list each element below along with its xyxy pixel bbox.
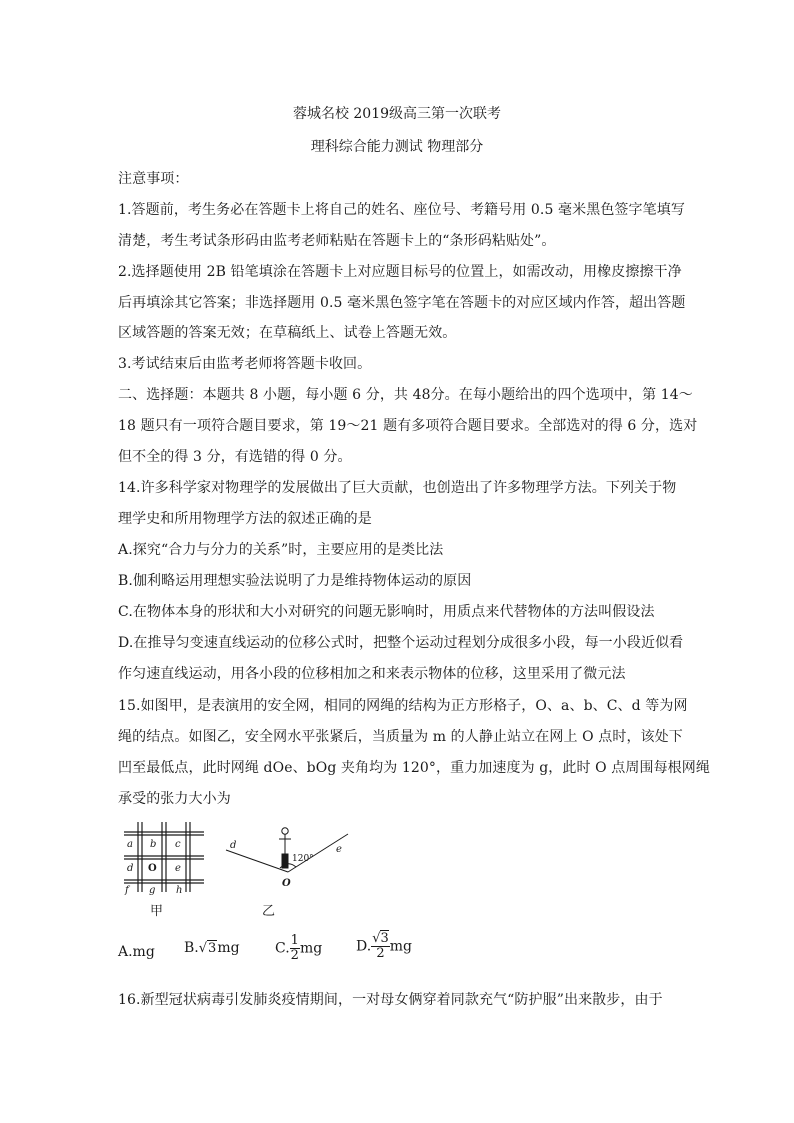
text-line: 3.考试结束后由监考老师将答题卡收回。 (118, 356, 372, 372)
q14-option-a: A.探究“合力与分力的关系”时，主要应用的是类比法 (118, 542, 444, 558)
text-line: 1.答题前，考生务必在答题卡上将自己的姓名、座位号、考籍号用 0.5 毫米黑色签字笔填写 (118, 202, 685, 218)
node-label: c (175, 839, 181, 850)
yi-center-label: O (282, 878, 291, 889)
text-line: 后再填涂其它答案；非选择题用 0.5 毫米黑色签字笔在答题卡的对应区域内作答，超出答题 (118, 295, 686, 311)
q14-option-b: B.伽利略运用理想实验法说明了力是维持物体运动的原因 (118, 573, 472, 589)
text-line: 但不全的得 3 分，有选错的得 0 分。 (118, 449, 352, 465)
node-label: e (175, 863, 181, 874)
option-suffix: mg (389, 938, 413, 955)
figure-yi-caption: 乙 (262, 904, 276, 919)
q15-option-c (275, 934, 322, 963)
node-label: d (127, 863, 134, 874)
fraction-denominator: 2 (290, 948, 299, 963)
text-line: 区域答题的答案无效；在草稿纸上、试卷上答题无效。 (118, 325, 457, 341)
option-suffix: mg (299, 940, 323, 957)
text-line: 2.选择题使用 2B 铅笔填涂在答题卡上对应题目标号的位置上，如需改动，用橡皮擦擦干净 (118, 264, 682, 280)
q15-stem: 绳的结点。如图乙，安全网水平张紧后，当质量为 m 的人静止站立在网上 O 点时，该处下 (118, 729, 683, 745)
q14-stem: 理学史和所用物理学方法的叙述正确的是 (118, 511, 372, 527)
yi-angle-label: 120° (292, 854, 314, 864)
text-line: 二、选择题：本题共 8 小题，每小题 6 分，共 48分。在每小题给出的四个选项中，第 14～ (118, 387, 693, 403)
text-line: 18 题只有一项符合题目要求，第 19～21 题有多项符合题目要求。全部选对的得 6 分，选对 (118, 418, 698, 434)
node-label: f (125, 885, 129, 896)
q14-stem: 14.许多科学家对物理学的发展做出了巨大贡献，也创造出了许多物理学方法。下列关于物 (118, 480, 677, 496)
node-label: h (176, 885, 183, 896)
fraction-denominator: 2 (376, 946, 385, 961)
exam-subtitle: 理科综合能力测试 物理部分 (310, 139, 484, 155)
figure-yi-diagram (222, 820, 352, 892)
exam-title: 蓉城名校 2019级高三第一次联考 (292, 106, 502, 122)
option-prefix: D. (356, 938, 372, 955)
fraction-numerator: √3 (372, 931, 389, 946)
notes-heading: 注意事项： (118, 171, 189, 187)
person-head-icon (282, 828, 288, 834)
option-suffix: mg (217, 940, 240, 956)
sqrt-symbol: √3 (198, 941, 217, 956)
text-line: 清楚，考生考试条形码由监考老师粘贴在答题卡上的“条形码粘贴处”。 (118, 233, 556, 249)
yi-left-label: d (230, 840, 237, 851)
q15-option-d (356, 932, 412, 961)
option-prefix: B. (184, 940, 199, 956)
q15-stem: 15.如图甲，是表演用的安全网，相同的网绳的结构为正方形格子，O、a、b、C、d 等为网 (118, 698, 688, 714)
q15-stem: 凹至最低点，此时网绳 dOe、bOg 夹角均为 120°，重力加速度为 g，此时 O 点周围每根网绳 (118, 760, 710, 776)
q14-option-d: 作匀速直线运动，用各小段的位移相加之和来表示物体的位移，这里采用了微元法 (118, 666, 626, 682)
q15-option-a: A.mg (118, 944, 155, 960)
node-label: a (127, 839, 133, 850)
yi-right-label: e (336, 844, 342, 855)
q15-stem: 承受的张力大小为 (118, 791, 231, 807)
figure-jia-net (118, 820, 210, 896)
q14-option-d: D.在推导匀变速直线运动的位移公式时，把整个运动过程划分成很多小段，每一小段近似看 (118, 635, 684, 651)
radicand: 3 (208, 941, 217, 956)
option-prefix: C. (275, 940, 290, 957)
fraction (371, 932, 390, 961)
fraction (290, 934, 300, 963)
radicand: 3 (380, 931, 389, 946)
fraction-numerator: 1 (290, 933, 299, 948)
node-label: g (149, 885, 156, 896)
figure-jia-caption: 甲 (150, 904, 164, 919)
q15-option-b (184, 940, 240, 956)
q16-stem: 16.新型冠状病毒引发肺炎疫情期间，一对母女俩穿着同款充气“防护服”出来散步，由于 (118, 992, 663, 1008)
node-label: O (148, 863, 157, 874)
q14-option-c: C.在物体本身的形状和大小对研究的问题无影响时，用质点来代替物体的方法叫假设法 (118, 604, 655, 620)
node-label: b (150, 839, 157, 850)
